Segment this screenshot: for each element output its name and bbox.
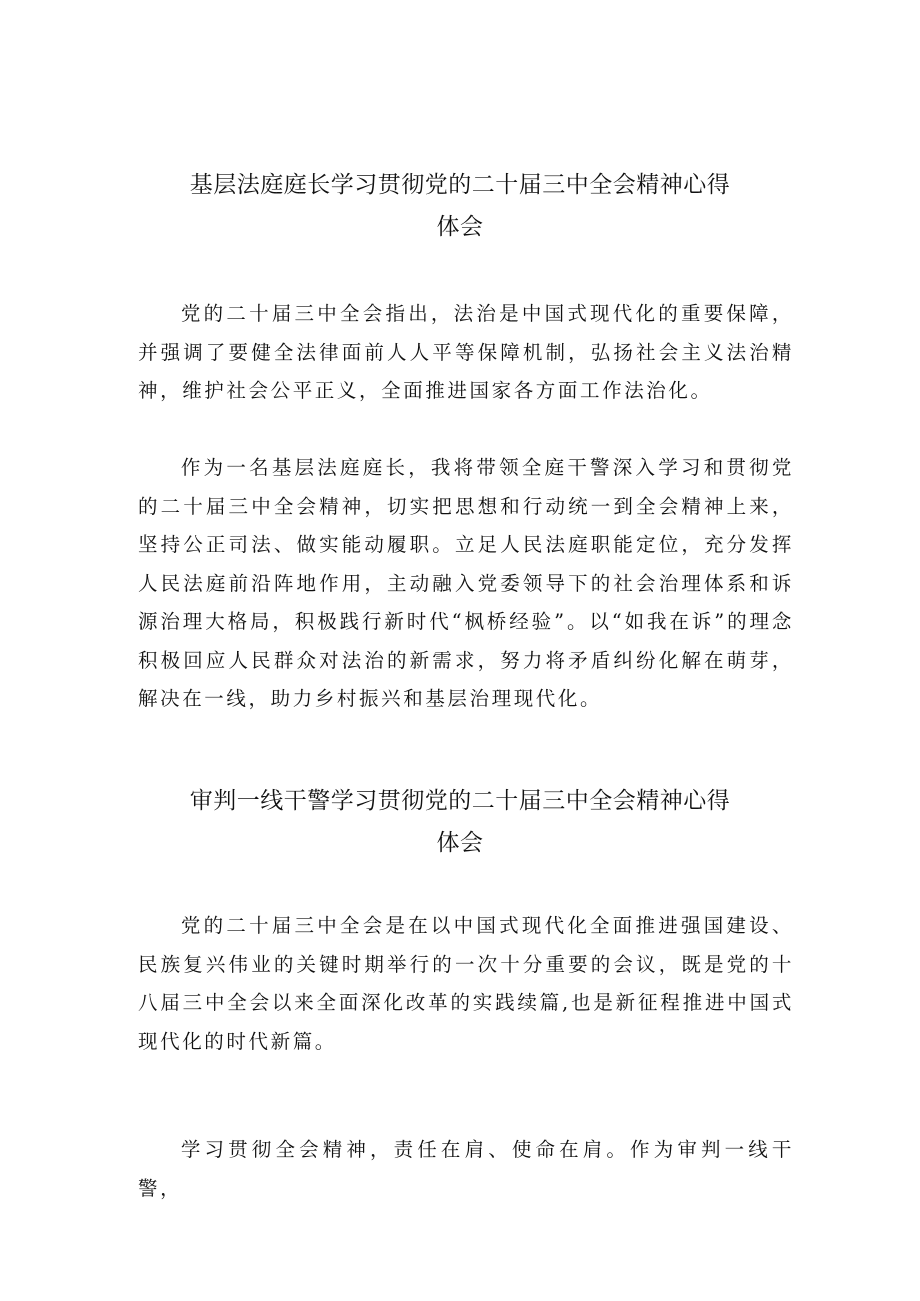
section-title-line: 审判一线干警学习贯彻党的二十届三中全会精神心得	[189, 788, 731, 814]
section-title	[130, 780, 790, 864]
section-title-line: 体会	[436, 830, 484, 856]
body-paragraph: 作为一名基层法庭庭长，我将带领全庭干警深入学习和贯彻党的二十届三中全会精神，切实把思想和行动统一到全会精神上来，坚持公正司法、做实能动履职。立足人民法庭职能定位，充分发挥人民法庭前沿阵地作用，主动融入党委领导下的社会治理体系和诉源治理大格局，积极践行新时代“枫桥经验”。以“如我在诉”的理念积极回应人民群众对法治的新需求，努力将矛盾纠纷化解在萌芽，解决在一线，助力乡村振兴和基层治理现代化。	[138, 456, 794, 710]
section-title-line: 基层法庭庭长学习贯彻党的二十届三中全会精神心得	[189, 172, 731, 198]
section-title-line: 体会	[436, 214, 484, 240]
body-paragraph: 党的二十届三中全会是在以中国式现代化全面推进强国建设、民族复兴伟业的关键时期举行的一次十分重要的会议，既是党的十八届三中全会以来全面深化改革的实践续篇,也是新征程推进中国式现代化的时代新篇。	[138, 914, 794, 1053]
body-paragraph: 党的二十届三中全会指出，法治是中国式现代化的重要保障，并强调了要健全法律面前人人平等保障机制，弘扬社会主义法治精神，维护社会公平正义，全面推进国家各方面工作法治化。	[138, 302, 794, 402]
body-paragraph: 学习贯彻全会精神，责任在肩、使命在肩。作为审判一线干警，	[138, 1138, 794, 1200]
section-title	[130, 164, 790, 248]
